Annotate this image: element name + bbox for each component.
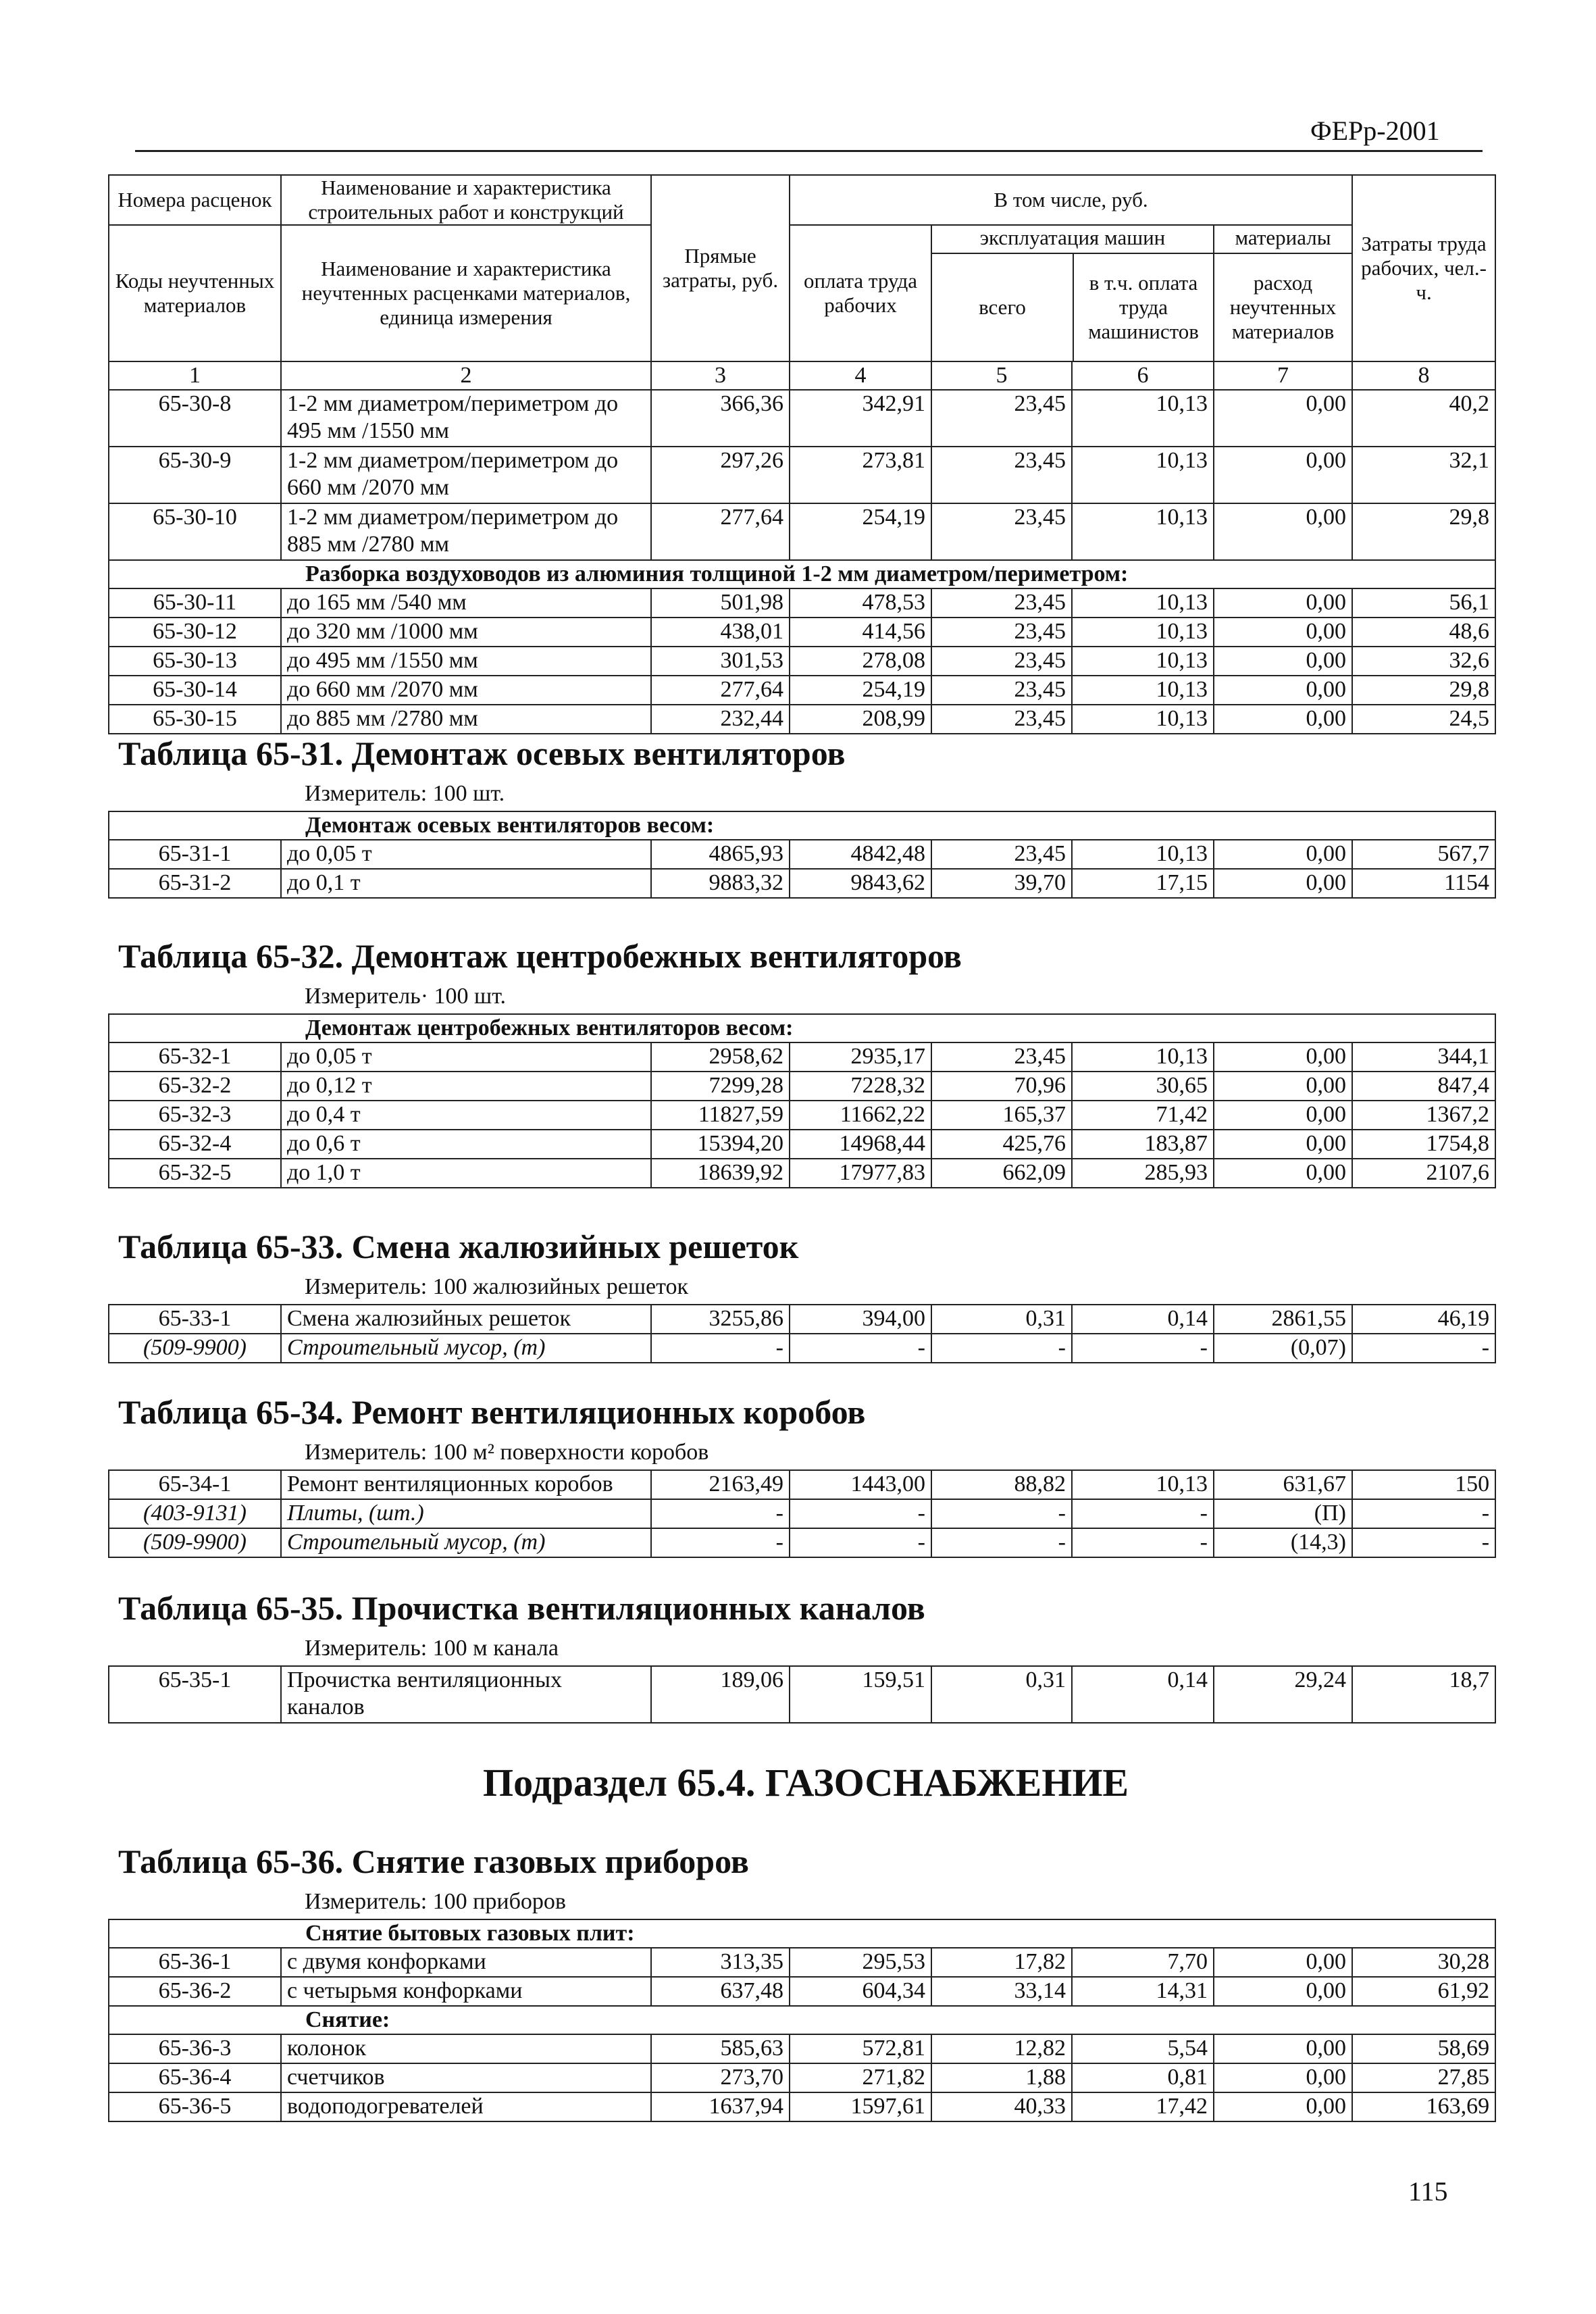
cell-value: 0,00: [1214, 503, 1352, 560]
cell-value: 0,00: [1214, 1072, 1352, 1101]
cell-value: 24,5: [1352, 705, 1495, 734]
cell-name: до 0,6 т: [281, 1130, 651, 1159]
table-row: [109, 1072, 1495, 1101]
cell-code: 65-31-2: [109, 869, 281, 898]
cell-value: 27,85: [1352, 2063, 1495, 2092]
col-incl: В том числе, руб.: [790, 175, 1352, 225]
cell-value: -: [1352, 1499, 1495, 1528]
cell-value: 23,45: [931, 840, 1072, 869]
cell-value: (П): [1214, 1499, 1352, 1528]
table-measure: Измеритель: 100 м канала: [109, 1635, 1495, 1666]
cell-value: 572,81: [790, 2034, 931, 2063]
cell-value: 0,31: [931, 1305, 1072, 1334]
cell-value: 0,00: [1214, 2092, 1352, 2121]
cell-value: 0,00: [1214, 840, 1352, 869]
cell-value: 585,63: [651, 2034, 790, 2063]
page-header: ФЕРр-2001: [1310, 116, 1440, 146]
cell-value: 0,00: [1214, 1130, 1352, 1159]
cell-value: -: [790, 1528, 931, 1557]
cell-value: 273,70: [651, 2063, 790, 2092]
cell-value: 32,1: [1352, 447, 1495, 503]
cell-value: 23,45: [931, 588, 1072, 618]
cell-code: 65-36-2: [109, 1977, 281, 2006]
col-num: 5: [931, 361, 1072, 390]
cell-value: 23,45: [931, 447, 1072, 503]
table-row: [109, 1666, 1495, 1723]
table-65-34: [108, 1385, 1496, 1558]
cell-value: 30,28: [1352, 1948, 1495, 1977]
cell-code: 65-30-10: [109, 503, 281, 560]
cell-value: 189,06: [651, 1666, 790, 1723]
cell-value: 0,00: [1214, 676, 1352, 705]
cell-code: 65-30-9: [109, 447, 281, 503]
cell-value: 414,56: [790, 618, 931, 647]
cell-code: (509-9900): [109, 1528, 281, 1557]
cell-value: 10,13: [1072, 447, 1214, 503]
cell-value: 285,93: [1072, 1159, 1214, 1188]
cell-value: 10,13: [1072, 1470, 1214, 1499]
cell-value: 0,00: [1214, 447, 1352, 503]
cell-value: 23,45: [931, 503, 1072, 560]
col-machines-label: эксплуатация машин: [932, 226, 1213, 254]
table-row: [109, 447, 1495, 503]
cell-value: 17,42: [1072, 2092, 1214, 2121]
cell-value: 662,09: [931, 1159, 1072, 1188]
group-label: Снятие:: [109, 2006, 1495, 2034]
cell-value: 0,14: [1072, 1305, 1214, 1334]
cell-code: (403-9131): [109, 1499, 281, 1528]
cell-value: 15394,20: [651, 1130, 790, 1159]
cell-value: 254,19: [790, 503, 931, 560]
cell-value: 3255,86: [651, 1305, 790, 1334]
cell-value: 61,92: [1352, 1977, 1495, 2006]
cell-name: до 320 мм /1000 мм: [281, 618, 651, 647]
cell-value: 394,00: [790, 1305, 931, 1334]
table-row: [109, 1159, 1495, 1188]
cell-name: Ремонт вентиляционных коробов: [281, 1470, 651, 1499]
cell-value: 438,01: [651, 618, 790, 647]
table-65-30: [108, 174, 1496, 734]
cell-value: 1754,8: [1352, 1130, 1495, 1159]
cell-value: 10,13: [1072, 705, 1214, 734]
table-measure: Измеритель: 100 шт.: [109, 780, 1495, 811]
cell-value: 14,31: [1072, 1977, 1214, 2006]
cell-value: 425,76: [931, 1130, 1072, 1159]
cell-value: 1154: [1352, 869, 1495, 898]
cell-value: 0,00: [1214, 1977, 1352, 2006]
table-65-32: [108, 929, 1496, 1188]
cell-value: 1443,00: [790, 1470, 931, 1499]
table-title: Таблица 65-31. Демонтаж осевых вентиляторов: [118, 734, 846, 772]
cell-code: 65-30-14: [109, 676, 281, 705]
table-row: [109, 647, 1495, 676]
cell-value: 0,00: [1214, 588, 1352, 618]
cell-name: до 0,1 т: [281, 869, 651, 898]
cell-value: -: [1072, 1499, 1214, 1528]
cell-value: 159,51: [790, 1666, 931, 1723]
col-num: 2: [281, 361, 651, 390]
cell-name: счетчиков: [281, 2063, 651, 2092]
cell-value: 0,81: [1072, 2063, 1214, 2092]
col-num: 3: [651, 361, 790, 390]
cell-code: 65-30-13: [109, 647, 281, 676]
cell-value: 30,65: [1072, 1072, 1214, 1101]
group-label: Демонтаж осевых вентиляторов весом:: [109, 811, 1495, 840]
col-code-bottom: Коды неучтенных материалов: [109, 225, 281, 361]
cell-value: -: [1072, 1528, 1214, 1557]
cell-value: 29,8: [1352, 676, 1495, 705]
table-row: [109, 1042, 1495, 1072]
col-num: 4: [790, 361, 931, 390]
col-materials: [1214, 225, 1352, 361]
cell-value: 604,34: [790, 1977, 931, 2006]
table-65-31: [108, 726, 1496, 899]
table-65-35: [108, 1581, 1496, 1724]
col-num: 7: [1214, 361, 1352, 390]
cell-code: 65-34-1: [109, 1470, 281, 1499]
cell-code: 65-30-8: [109, 390, 281, 447]
col-name-bottom: Наименование и характеристика неучтенных расценками материалов, единица измерения: [281, 225, 651, 361]
cell-value: 23,45: [931, 1042, 1072, 1072]
cell-value: 163,69: [1352, 2092, 1495, 2121]
cell-value: 254,19: [790, 676, 931, 705]
cell-value: 10,13: [1072, 390, 1214, 447]
cell-code: 65-33-1: [109, 1305, 281, 1334]
cell-value: 2107,6: [1352, 1159, 1495, 1188]
cell-value: 18639,92: [651, 1159, 790, 1188]
cell-value: 183,87: [1072, 1130, 1214, 1159]
cell-value: 58,69: [1352, 2034, 1495, 2063]
cell-value: 208,99: [790, 705, 931, 734]
cell-name: Строительный мусор, (т): [281, 1334, 651, 1363]
cell-value: 10,13: [1072, 618, 1214, 647]
cell-value: 71,42: [1072, 1101, 1214, 1130]
cell-value: 70,96: [931, 1072, 1072, 1101]
table-row: [109, 1499, 1495, 1528]
cell-value: 301,53: [651, 647, 790, 676]
col-machines-total: всего: [932, 254, 1074, 361]
col-direct: Прямые затраты, руб.: [651, 175, 790, 361]
cell-value: 0,00: [1214, 1101, 1352, 1130]
cell-value: 9883,32: [651, 869, 790, 898]
col-labor-pay: оплата труда рабочих: [790, 225, 931, 361]
table-row: [109, 618, 1495, 647]
cell-name: Строительный мусор, (т): [281, 1528, 651, 1557]
col-num: 1: [109, 361, 281, 390]
cell-name: до 165 мм /540 мм: [281, 588, 651, 618]
cell-value: 0,31: [931, 1666, 1072, 1723]
cell-code: 65-36-3: [109, 2034, 281, 2063]
cell-value: 0,00: [1214, 2034, 1352, 2063]
table-65-36: [108, 1834, 1496, 2122]
cell-value: 0,00: [1214, 647, 1352, 676]
cell-name: с четырьмя конфорками: [281, 1977, 651, 2006]
cell-value: 10,13: [1072, 503, 1214, 560]
cell-name: 1-2 мм диаметром/периметром до 885 мм /2780 мм: [281, 503, 651, 560]
table-row: [109, 1948, 1495, 1977]
cell-code: 65-31-1: [109, 840, 281, 869]
cell-value: 11662,22: [790, 1101, 931, 1130]
table-row: [109, 2034, 1495, 2063]
cell-code: 65-30-12: [109, 618, 281, 647]
col-code-top: Номера расценок: [109, 175, 281, 225]
table-row: [109, 390, 1495, 447]
table-row: [109, 1130, 1495, 1159]
cell-value: 23,45: [931, 390, 1072, 447]
col-num: 8: [1352, 361, 1495, 390]
cell-value: 297,26: [651, 447, 790, 503]
cell-value: 23,45: [931, 647, 1072, 676]
cell-name: до 0,12 т: [281, 1072, 651, 1101]
cell-name: до 0,05 т: [281, 1042, 651, 1072]
cell-code: 65-32-1: [109, 1042, 281, 1072]
cell-name: Плиты, (шт.): [281, 1499, 651, 1528]
cell-name: 1-2 мм диаметром/периметром до 660 мм /2070 мм: [281, 447, 651, 503]
cell-value: 0,00: [1214, 869, 1352, 898]
table-65-33: [108, 1219, 1496, 1363]
cell-value: -: [790, 1499, 931, 1528]
cell-value: 277,64: [651, 676, 790, 705]
col-num: 6: [1072, 361, 1214, 390]
cell-value: -: [1072, 1334, 1214, 1363]
cell-name: 1-2 мм диаметром/периметром до 495 мм /1550 мм: [281, 390, 651, 447]
cell-value: 0,00: [1214, 1042, 1352, 1072]
cell-value: 33,14: [931, 1977, 1072, 2006]
cell-name: до 660 мм /2070 мм: [281, 676, 651, 705]
cell-name: до 0,4 т: [281, 1101, 651, 1130]
col-machines-pay: в т.ч. оплата труда машинистов: [1088, 271, 1199, 343]
group-label: Демонтаж центробежных вентиляторов весом:: [109, 1014, 1495, 1042]
table-row: [109, 503, 1495, 560]
cell-value: 0,00: [1214, 618, 1352, 647]
cell-value: 313,35: [651, 1948, 790, 1977]
cell-value: 18,7: [1352, 1666, 1495, 1723]
cell-value: 150: [1352, 1470, 1495, 1499]
cell-value: 847,4: [1352, 1072, 1495, 1101]
cell-value: -: [931, 1334, 1072, 1363]
cell-value: (14,3): [1214, 1528, 1352, 1557]
table-row: [109, 1470, 1495, 1499]
page-number: 115: [1408, 2176, 1448, 2207]
table-measure: Измеритель: 100 жалюзийных решеток: [109, 1274, 1495, 1305]
col-machines: [931, 225, 1214, 361]
cell-value: 56,1: [1352, 588, 1495, 618]
cell-value: 0,00: [1214, 2063, 1352, 2092]
cell-value: 29,24: [1214, 1666, 1352, 1723]
cell-value: 17,15: [1072, 869, 1214, 898]
col-materials-label: материалы: [1214, 226, 1352, 254]
cell-value: 478,53: [790, 588, 931, 618]
header-rule: [135, 150, 1483, 152]
table-row: [109, 2063, 1495, 2092]
cell-value: 40,2: [1352, 390, 1495, 447]
cell-value: 4842,48: [790, 840, 931, 869]
cell-name: до 495 мм /1550 мм: [281, 647, 651, 676]
cell-value: 17977,83: [790, 1159, 931, 1188]
cell-value: 366,36: [651, 390, 790, 447]
table-measure: Измеритель· 100 шт.: [109, 983, 1495, 1014]
cell-value: 12,82: [931, 2034, 1072, 2063]
cell-code: 65-30-15: [109, 705, 281, 734]
cell-code: 65-30-11: [109, 588, 281, 618]
table-title: Таблица 65-33. Смена жалюзийных решеток: [118, 1228, 799, 1265]
cell-name: Прочистка вентиляционных каналов: [281, 1666, 651, 1723]
cell-name: с двумя конфорками: [281, 1948, 651, 1977]
cell-name: водоподогревателей: [281, 2092, 651, 2121]
cell-value: 7299,28: [651, 1072, 790, 1101]
table-title: Таблица 65-32. Демонтаж центробежных вентиляторов: [118, 937, 962, 975]
cell-value: 271,82: [790, 2063, 931, 2092]
cell-value: -: [1352, 1528, 1495, 1557]
cell-value: 278,08: [790, 647, 931, 676]
cell-name: до 1,0 т: [281, 1159, 651, 1188]
group-label: Снятие бытовых газовых плит:: [109, 1919, 1495, 1948]
cell-value: 2958,62: [651, 1042, 790, 1072]
cell-value: 0,00: [1214, 390, 1352, 447]
table-row: [109, 1334, 1495, 1363]
cell-value: 10,13: [1072, 1042, 1214, 1072]
cell-value: 46,19: [1352, 1305, 1495, 1334]
cell-value: 273,81: [790, 447, 931, 503]
subsection-title: Подраздел 65.4. ГАЗОСНАБЖЕНИЕ: [483, 1761, 1129, 1805]
cell-code: 65-36-1: [109, 1948, 281, 1977]
cell-value: 88,82: [931, 1470, 1072, 1499]
cell-value: 295,53: [790, 1948, 931, 1977]
cell-value: 48,6: [1352, 618, 1495, 647]
cell-code: 65-32-3: [109, 1101, 281, 1130]
cell-value: 9843,62: [790, 869, 931, 898]
table-row: [109, 676, 1495, 705]
table-row: [109, 2092, 1495, 2121]
cell-value: 631,67: [1214, 1470, 1352, 1499]
cell-value: 23,45: [931, 618, 1072, 647]
cell-value: 1597,61: [790, 2092, 931, 2121]
cell-value: 1367,2: [1352, 1101, 1495, 1130]
cell-value: 232,44: [651, 705, 790, 734]
cell-value: -: [931, 1499, 1072, 1528]
cell-value: 637,48: [651, 1977, 790, 2006]
cell-value: 7,70: [1072, 1948, 1214, 1977]
cell-value: 23,45: [931, 676, 1072, 705]
table-row: [109, 869, 1495, 898]
cell-code: 65-36-5: [109, 2092, 281, 2121]
cell-value: 29,8: [1352, 503, 1495, 560]
cell-value: 567,7: [1352, 840, 1495, 869]
cell-value: 2861,55: [1214, 1305, 1352, 1334]
cell-value: 23,45: [931, 705, 1072, 734]
cell-value: 344,1: [1352, 1042, 1495, 1072]
cell-code: (509-9900): [109, 1334, 281, 1363]
cell-value: 10,13: [1072, 588, 1214, 618]
cell-value: 0,00: [1214, 1948, 1352, 1977]
cell-value: 39,70: [931, 869, 1072, 898]
table-row: [109, 1101, 1495, 1130]
cell-value: -: [651, 1528, 790, 1557]
cell-value: 1637,94: [651, 2092, 790, 2121]
cell-value: 165,37: [931, 1101, 1072, 1130]
cell-name: колонок: [281, 2034, 651, 2063]
cell-value: 10,13: [1072, 676, 1214, 705]
cell-value: 2163,49: [651, 1470, 790, 1499]
cell-value: 4865,93: [651, 840, 790, 869]
cell-value: -: [790, 1334, 931, 1363]
cell-value: 11827,59: [651, 1101, 790, 1130]
cell-value: 17,82: [931, 1948, 1072, 1977]
table-title: Таблица 65-36. Снятие газовых приборов: [118, 1842, 749, 1880]
cell-code: 65-32-4: [109, 1130, 281, 1159]
col-labor: Затраты труда рабочих, чел.-ч.: [1352, 175, 1495, 361]
cell-code: 65-32-2: [109, 1072, 281, 1101]
cell-value: 7228,32: [790, 1072, 931, 1101]
cell-code: 65-36-4: [109, 2063, 281, 2092]
cell-value: -: [651, 1499, 790, 1528]
cell-value: 32,6: [1352, 647, 1495, 676]
cell-value: 0,00: [1214, 1159, 1352, 1188]
cell-value: -: [1352, 1334, 1495, 1363]
cell-value: 277,64: [651, 503, 790, 560]
cell-code: 65-35-1: [109, 1666, 281, 1723]
cell-value: 10,13: [1072, 647, 1214, 676]
cell-name: Смена жалюзийных решеток: [281, 1305, 651, 1334]
cell-name: до 0,05 т: [281, 840, 651, 869]
table-row: [109, 840, 1495, 869]
cell-value: -: [651, 1334, 790, 1363]
table-row: [109, 588, 1495, 618]
table-row: [109, 1305, 1495, 1334]
cell-value: 40,33: [931, 2092, 1072, 2121]
col-materials-use: расход неучтенных материалов: [1229, 271, 1337, 343]
cell-value: 0,00: [1214, 705, 1352, 734]
cell-code: 65-32-5: [109, 1159, 281, 1188]
cell-value: 5,54: [1072, 2034, 1214, 2063]
cell-name: до 885 мм /2780 мм: [281, 705, 651, 734]
table-measure: Измеритель: 100 приборов: [109, 1888, 1495, 1919]
cell-value: 2935,17: [790, 1042, 931, 1072]
cell-value: 1,88: [931, 2063, 1072, 2092]
table-title: Таблица 65-35. Прочистка вентиляционных каналов: [118, 1589, 925, 1627]
table-title: Таблица 65-34. Ремонт вентиляционных коробов: [118, 1393, 866, 1431]
col-name-top: Наименование и характеристика строительных работ и конструкций: [281, 175, 651, 225]
cell-value: -: [931, 1528, 1072, 1557]
cell-value: 14968,44: [790, 1130, 931, 1159]
group-label: Разборка воздуховодов из алюминия толщиной 1-2 мм диаметром/периметром:: [109, 560, 1495, 588]
table-row: [109, 1528, 1495, 1557]
table-measure: Измеритель: 100 м² поверхности коробов: [109, 1439, 1495, 1470]
cell-value: 342,91: [790, 390, 931, 447]
table-row: [109, 1977, 1495, 2006]
cell-value: 501,98: [651, 588, 790, 618]
cell-value: (0,07): [1214, 1334, 1352, 1363]
cell-value: 10,13: [1072, 840, 1214, 869]
cell-value: 0,14: [1072, 1666, 1214, 1723]
